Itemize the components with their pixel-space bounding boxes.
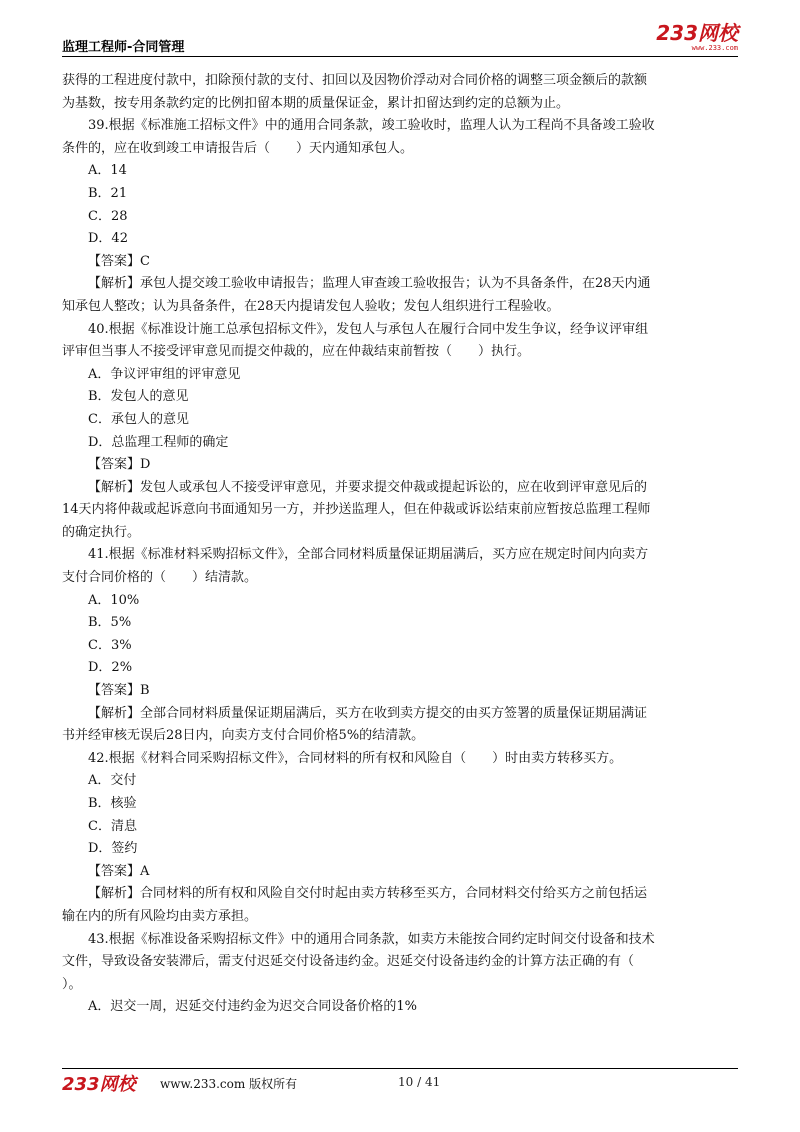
option-line: A．争议评审组的评审意见 — [88, 366, 241, 382]
question-line: 41.根据《标准材料采购招标文件》，全部合同材料质量保证期届满后，买方应在规定时间内向卖方 — [88, 547, 649, 563]
option-line: C．3% — [88, 637, 132, 653]
option-line: D．签约 — [88, 841, 138, 857]
text-line: 输在内的所有风险均由卖方承担。 — [62, 908, 258, 924]
footer-copyright: www.233.com 版权所有 — [160, 1077, 298, 1091]
option-line: B．21 — [88, 185, 128, 201]
answer-line: 【答案】D — [88, 457, 151, 473]
question-line: 39.根据《标准施工招标文件》中的通用合同条款，竣工验收时，监理人认为工程尚不具备竣工验收 — [88, 118, 655, 134]
header-divider — [62, 56, 738, 57]
analysis-line: 【解析】发包人或承包人不接受评审意见，并要求提交仲裁或提起诉讼的，应在收到评审意见后的 — [88, 479, 648, 495]
option-line: A．交付 — [88, 773, 137, 789]
page-number: 10 / 41 — [398, 1075, 441, 1089]
text-line: 评审但当事人不接受评审意见而提交仲裁的，应在仲裁结束前暂按（ ）执行。 — [62, 344, 531, 360]
option-line: B．发包人的意见 — [88, 389, 189, 405]
analysis-line: 【解析】承包人提交竣工验收申请报告；监理人审查竣工验收报告；认为不具备条件，在28天内通 — [88, 276, 651, 292]
question-line: 43.根据《标准设备采购招标文件》中的通用合同条款，如卖方未能按合同约定时间交付设备和技术 — [88, 931, 655, 947]
option-line: C．承包人的意见 — [88, 411, 189, 427]
text-line: 的确定执行。 — [62, 524, 141, 540]
text-line: 知承包人整改；认为具备条件，在28天内提请发包人验收；发包人组织进行工程验收。 — [62, 298, 560, 314]
option-line: D．总监理工程师的确定 — [88, 434, 229, 450]
option-line: D．2% — [88, 660, 133, 676]
text-line: 支付合同价格的（ ）结清款。 — [62, 570, 258, 586]
option-line: C．28 — [88, 208, 128, 224]
document-title: 监理工程师-合同管理 — [62, 40, 185, 55]
footer-divider — [62, 1068, 738, 1069]
answer-line: 【答案】A — [88, 863, 150, 879]
answer-line: 【答案】B — [88, 683, 150, 699]
text-line: ）。 — [62, 976, 82, 992]
analysis-line: 【解析】合同材料的所有权和风险自交付时起由卖方转移至买方，合同材料交付给买方之前包括运 — [88, 886, 648, 902]
option-line: A．10% — [88, 592, 140, 608]
footer-logo: 233网校 — [62, 1074, 136, 1095]
logo-text: 233网校 — [656, 21, 738, 45]
page-header — [62, 22, 738, 58]
logo-subtext: www.233.com — [691, 44, 738, 52]
text-line: 获得的工程进度付款中，扣除预付款的支付、扣回以及因物价浮动对合同价格的调整三项金额后的款额 — [62, 73, 648, 88]
option-line: B．核验 — [88, 796, 137, 811]
text-line: 文件，导致设备安装滞后，需支付迟延交付设备违约金。迟延交付设备违约金的计算方法正确的有（ — [62, 954, 635, 970]
answer-line: 【答案】C — [88, 253, 150, 269]
text-line: 条件的，应在收到竣工申请报告后（ ）天内通知承包人。 — [62, 140, 414, 156]
option-line: A．迟交一周，迟延交付违约金为迟交合同设备价格的1% — [88, 999, 418, 1015]
text-line: 书并经审核无误后28日内，向卖方支付合同价格5%的结清款。 — [62, 728, 425, 744]
option-line: A．14 — [88, 163, 127, 179]
option-line: C．清息 — [88, 818, 137, 834]
text-line: 为基数，按专用条款约定的比例扣留本期的质量保证金，累计扣留达到约定的总额为止。 — [62, 95, 570, 111]
document-body — [62, 70, 738, 1019]
text-line: 14天内将仲裁或起诉意向书面通知另一方，并抄送监理人，但在仲裁或诉讼结束前应暂按总监理工程师 — [62, 502, 651, 518]
question-line: 40.根据《标准设计施工总承包招标文件》，发包人与承包人在履行合同中发生争议，经争议评审组 — [88, 321, 649, 337]
page-footer — [62, 1072, 738, 1096]
option-line: D．42 — [88, 231, 128, 247]
option-line: B．5% — [88, 615, 132, 631]
analysis-line: 【解析】全部合同材料质量保证期届满后，买方在收到卖方提交的由买方签署的质量保证期届满证 — [88, 705, 648, 721]
question-line: 42.根据《材料合同采购招标文件》，合同材料的所有权和风险自（ ）时由卖方转移买方。 — [88, 750, 623, 766]
brand-logo — [656, 22, 738, 52]
